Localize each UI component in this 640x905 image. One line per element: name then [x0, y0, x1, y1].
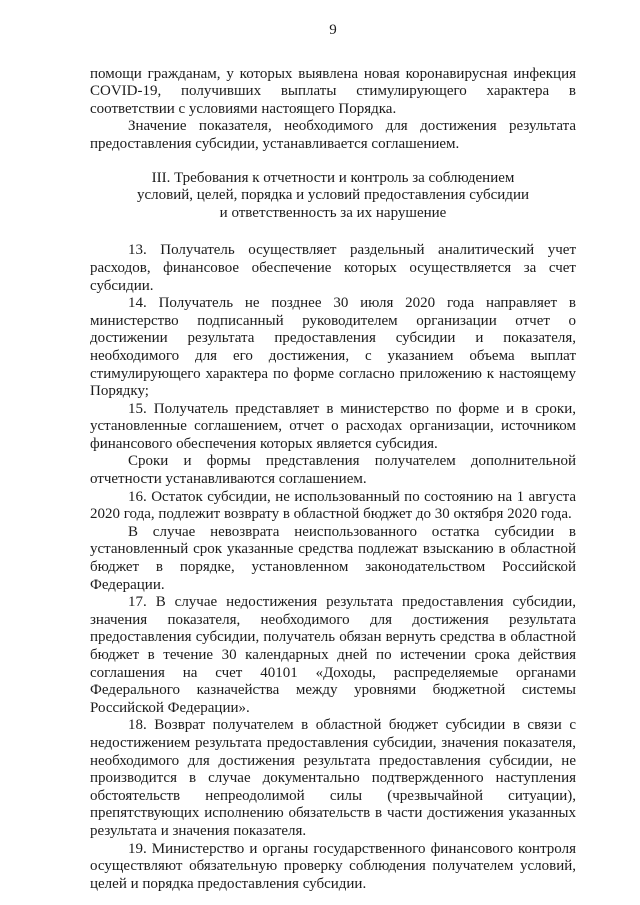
paragraph-14: 14. Получатель не позднее 30 июля 2020 года направляет в министерство подписанный руководителем организации отчет о достижении результата предоставления субсидии и показателя, необходимого для его достижения, с указанием объема выплат стимулирующего характера по форме согласно приложению к настоящему Порядку;: [90, 295, 576, 400]
paragraph-13: 13. Получатель осуществляет раздельный аналитический учет расходов, финансовое обеспечение которых осуществляется за счет субсидии.: [90, 242, 576, 294]
paragraph-17: 17. В случае недостижения результата предоставления субсидии, значения показателя, необходимого для достижения результата предоставления субсидии, получатель обязан вернуть средства в областной бюджет в течение 30 календарных дней по истечении срока действия соглашения на счет 40101 «Доходы, распределяемые органами Федерального казначейства между уровнями бюджетной системы Российской Федерации».: [90, 594, 576, 716]
page-number: 9: [329, 22, 337, 38]
section-heading-line-2: условий, целей, порядка и условий предоставления субсидии: [136, 187, 529, 204]
paragraph-reporting-terms: Сроки и формы представления получателем дополнительной отчетности устанавливаются соглашением.: [90, 453, 576, 488]
paragraph-19: 19. Министерство и органы государственного финансового контроля осуществляют обязательную проверку соблюдения получателем условий, целей и порядка предоставления субсидии.: [90, 840, 576, 892]
section-heading: [90, 170, 576, 223]
section-heading-line-3: и ответственность за их нарушение: [219, 204, 447, 221]
paragraph-continued: помощи гражданам, у которых выявлена новая коронавирусная инфекция COVID-19, получивших выплаты стимулирующего характера в соответствии с условиями настоящего Порядка.: [90, 65, 576, 117]
paragraph-16: 16. Остаток субсидии, не использованный по состоянию на 1 августа 2020 года, подлежит возврату в областной бюджет до 30 октября 2020 года.: [90, 488, 576, 523]
paragraph-indicator-value: Значение показателя, необходимого для достижения результата предоставления субсидии, устанавливается соглашением.: [90, 118, 576, 152]
paragraph-non-return: В случае невозврата неиспользованного остатка субсидии в установленный срок указанные средства подлежат взысканию в областной бюджет в порядке, установленном законодательством Российской Федерации.: [90, 523, 576, 593]
paragraph-15: 15. Получатель представляет в министерство по форме и в сроки, установленные соглашением, отчет о расходах организации, источником финансового обеспечения которых является субсидия.: [90, 400, 576, 452]
paragraph-18: 18. Возврат получателем в областной бюджет субсидии в связи с недостижением результата предоставления субсидии, значения показателя, необходимого для достижения результата предоставления субсидии, не производится в случае документально подтвержденного наступления обстоятельств непреодолимой силы (чрезвычайной ситуации), препятствующих исполнению обязательств в части достижения указанных результата и значения показателя.: [90, 717, 576, 839]
section-heading-line-1: III. Требования к отчетности и контроль за соблюдением: [151, 169, 515, 186]
